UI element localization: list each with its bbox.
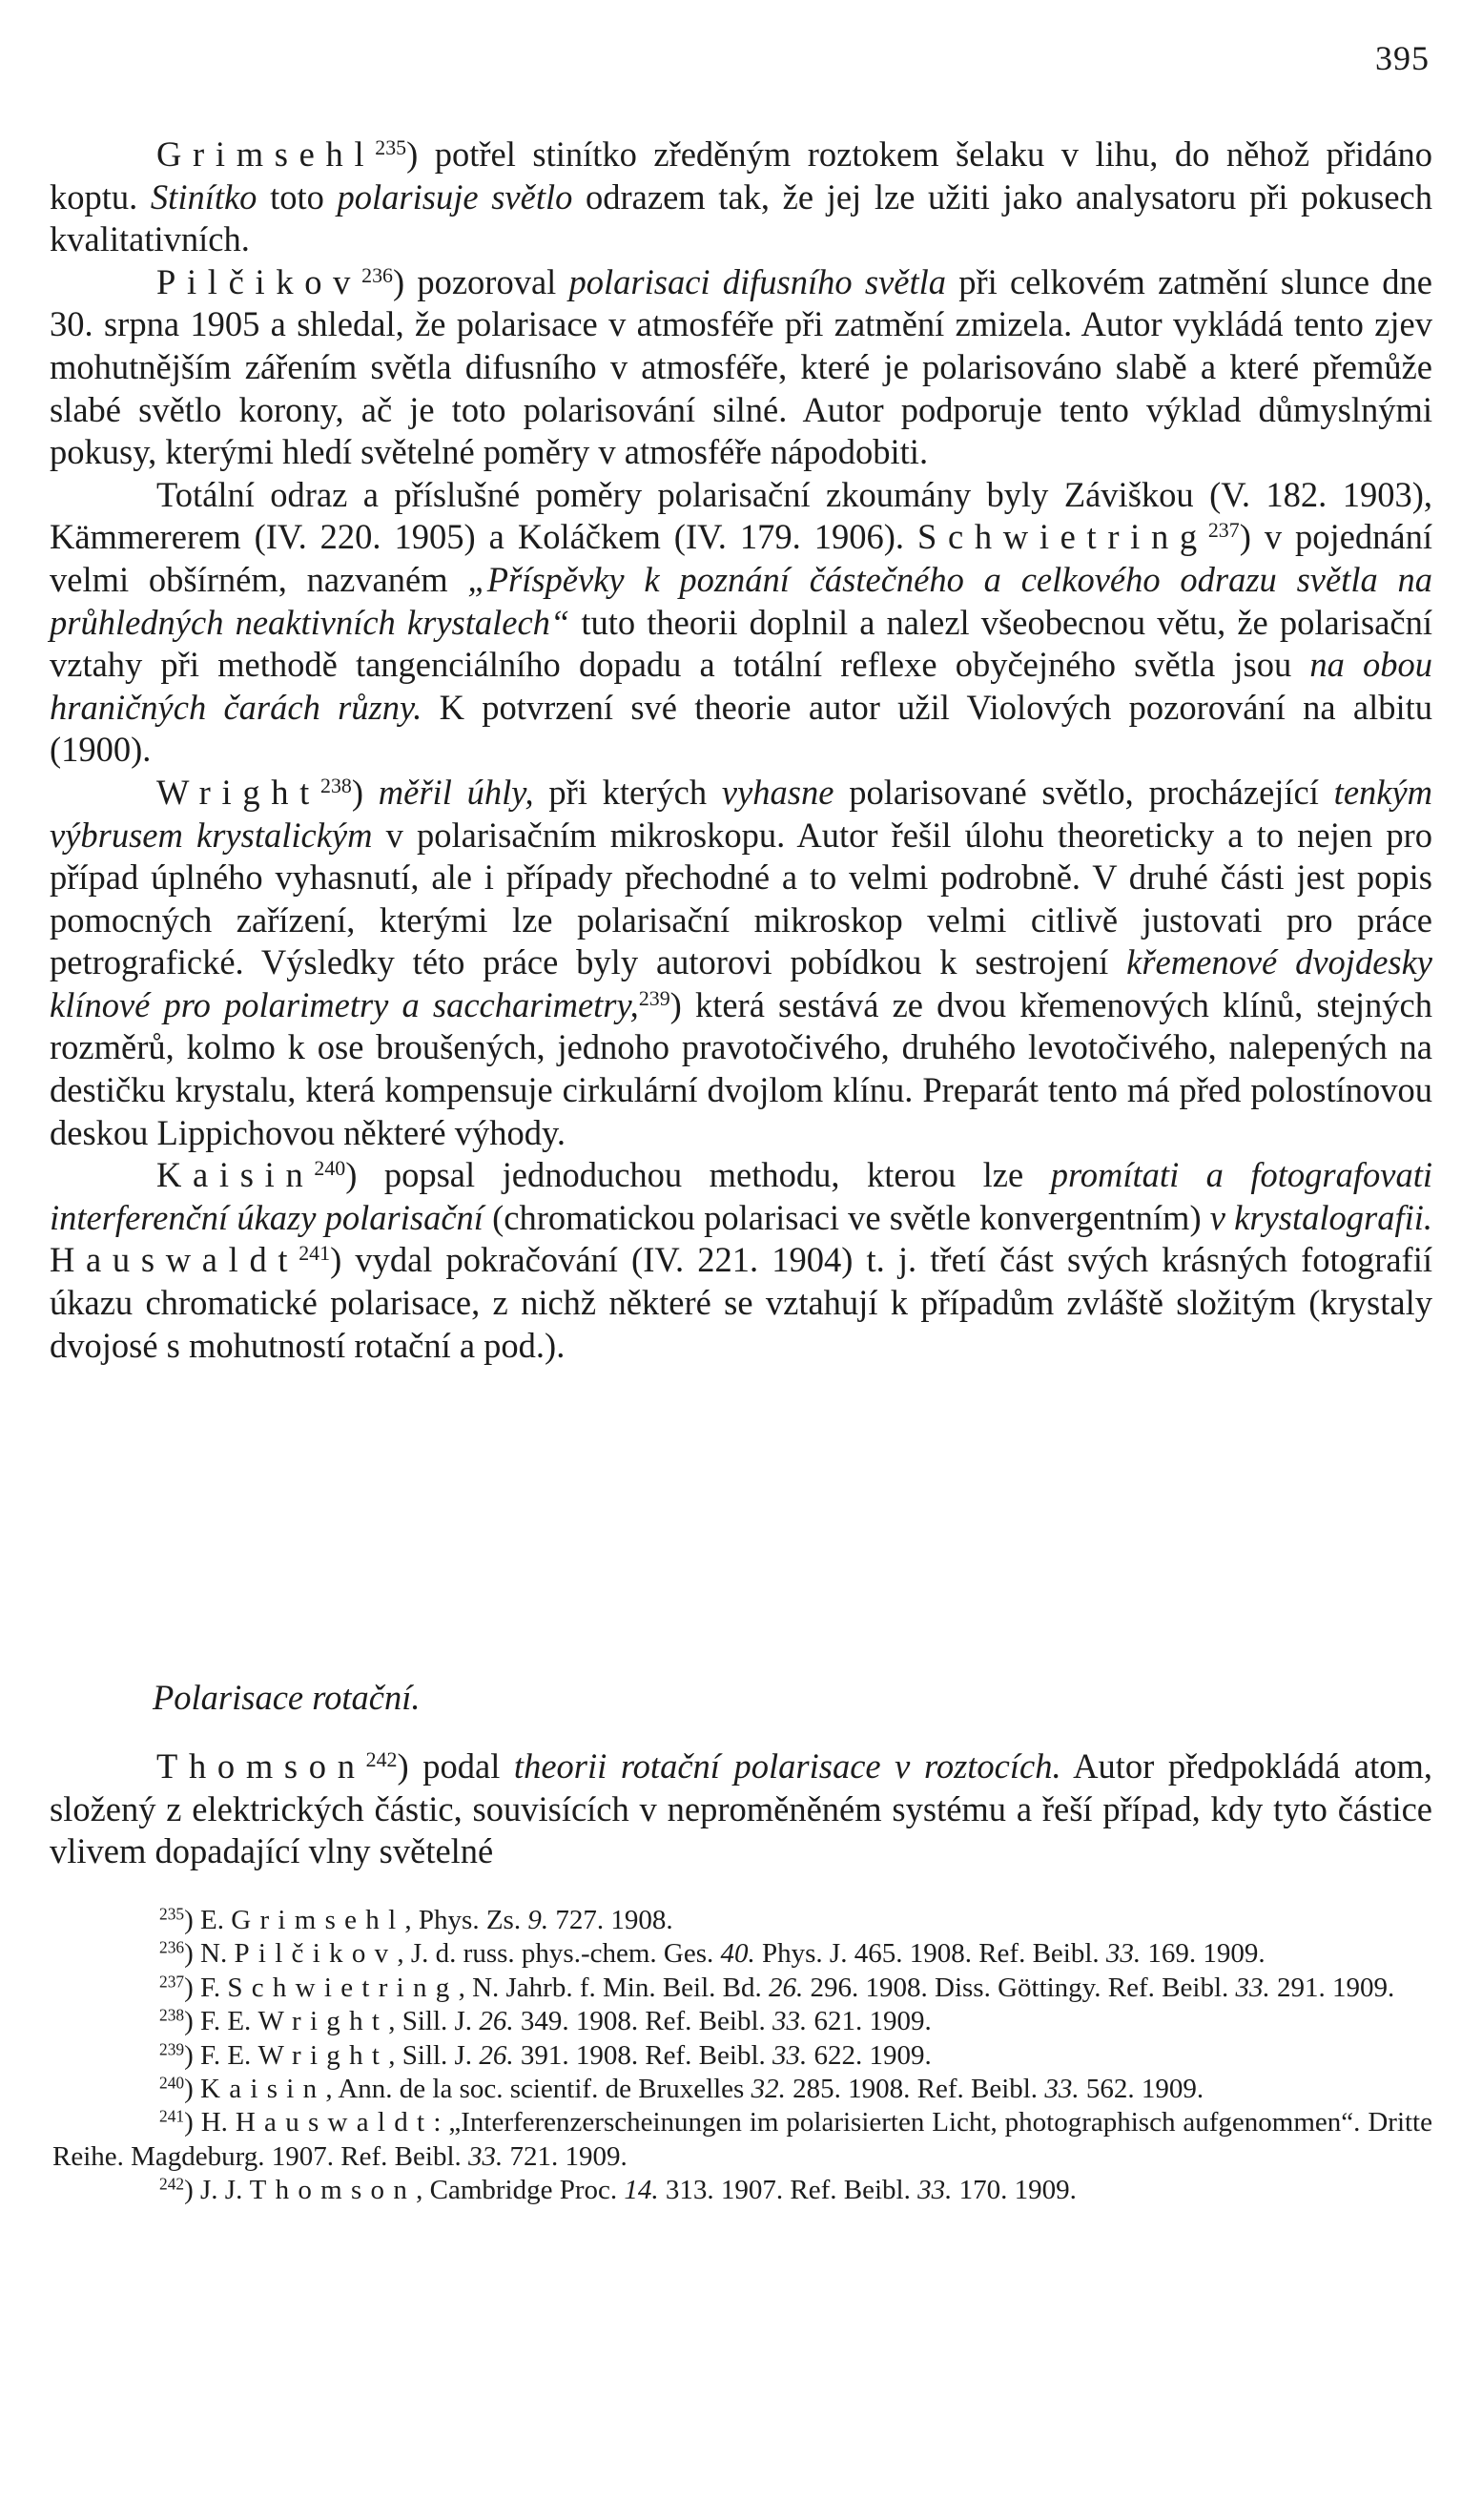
text-run: : „Interferenzerscheinungen im polarisierten Licht, photographisch aufgenommen“. Dritte Reihe. Magdeburg. 1907. Ref. Beibl. [52, 2107, 1432, 2172]
italic-phrase: promítati a fotografovati interferenční úkazy polarisační [50, 1155, 1433, 1237]
spaced-name: Wright [257, 2039, 389, 2071]
italic-phrase: vyhasne [721, 772, 834, 812]
spaced-name: Grimsehl [231, 1905, 405, 1935]
spaced-name: Wright [257, 2006, 389, 2037]
text-run: 296. 1908. Diss. Göttingy. Ref. Beibl. [803, 1972, 1236, 2003]
text-run: odrazem tak, že jej lze užiti jako analysatoru při pokusech kvalitativních. [50, 176, 1432, 259]
text-run: Totální odraz a příslušné poměry polarisační zkoumány byly Záviškou (V. 182. 1903), Kämmererem (IV. 220. 1905) a Koláčkem (IV. 179. 1906). [50, 474, 1432, 557]
text-run: ) popsal jednoduchou methodu, kterou lze [345, 1155, 1051, 1195]
text-run: 622. 1909. [807, 2039, 932, 2071]
text-run: toto [257, 176, 338, 217]
italic-phrase: 26. [769, 1972, 804, 2003]
footnotes [52, 1904, 1432, 2208]
italic-phrase: na obou hraničných čarách různy. [50, 645, 1432, 727]
italic-phrase: 33. [1105, 1938, 1142, 1970]
text-run: tuto theorii doplnil a nalezl všeobecnou větu, že polarisační vztahy při methodě tangenciálního dopadu a totální reflexe obyčejného světla jsou [50, 602, 1432, 685]
text-run: , J. d. russ. phys.-chem. Ges. [397, 1938, 721, 1970]
text-run: 170. 1909. [952, 2175, 1077, 2206]
italic-phrase: měřil úhly, [378, 772, 534, 812]
text-run: , N. Jahrb. f. Min. Beil. Bd. [458, 1972, 769, 2003]
reference-number: 235 [375, 134, 407, 159]
footnote-number: 238 [159, 2005, 185, 2025]
text-run: 285. 1908. Ref. Beibl. [785, 2074, 1045, 2105]
author-name: Grimsehl [156, 134, 376, 174]
footnote: $^{235}$) E. Grimsehl, Phys. Zs. 9. 727. 1908. [159, 1904, 673, 1935]
text-run: 391. 1908. Ref. Beibl. [513, 2039, 773, 2071]
italic-phrase: theorii rotační polarisace v roztocích. [513, 1746, 1061, 1786]
body-text [50, 134, 1432, 1367]
italic-phrase: 33. [1235, 1972, 1270, 2003]
footnote: $^{241}$) H. Hauswaldt: „Interferenzerscheinungen im polarisierten Licht, photographisch aufgenommen“. Dritte Reihe. Magdeburg. 1907. Ref. Beibl. 33. 721. 1909. [52, 2106, 1432, 2172]
italic-phrase: Stinítko [150, 176, 257, 217]
text-run: 727. 1908. [548, 1905, 673, 1935]
footnote-number: 242 [159, 2174, 185, 2194]
text-run: 349. 1908. Ref. Beibl. [513, 2006, 773, 2037]
text-run: ) vydal pokračování (IV. 221. 1904) t. j. třetí část svých krásných fotografií úkazu chromatické polarisace, z nichž některé se vztahují k případům zvláště složitým (krystaly dvojosé s mohutností rotační a pod.). [50, 1240, 1432, 1365]
text-run: J. J. [200, 2175, 250, 2206]
italic-phrase: 9. [527, 1905, 549, 1935]
paragraph [50, 1154, 1432, 1367]
footnote: $^{237}$) F. Schwietring, N. Jahrb. f. Min. Beil. Bd. 26. 296. 1908. Diss. Göttingy. Ref. Beibl. 33. 291. 1909. [159, 1972, 1395, 2003]
text-run: H. [200, 2107, 236, 2138]
reference-number: 240 [314, 1156, 346, 1181]
text-run: F. E. [200, 2006, 258, 2037]
section-body [50, 1745, 1432, 1873]
italic-phrase: 33. [772, 2006, 808, 2037]
reference-number: 239 [638, 985, 670, 1010]
text-run: při kterých [533, 772, 722, 812]
text-run: K potvrzení své theorie autor užil Violových pozorování na albitu (1900). [50, 687, 1432, 770]
author-name: Wright [156, 772, 321, 812]
text-run: F. [200, 1972, 228, 2003]
footnote-number: 235 [159, 1904, 185, 1924]
italic-phrase: 33. [1044, 2074, 1080, 2105]
spaced-name: Hauswaldt [235, 2107, 434, 2138]
paragraph [50, 772, 1432, 1154]
italic-phrase: 40. [720, 1938, 755, 1970]
footnote-number: 237 [159, 1972, 185, 1992]
footnote: $^{236}$) N. Pilčikov, J. d. russ. phys.-chem. Ges. 40. Phys. J. 465. 1908. Ref. Beibl. 33. 169. 1909. [159, 1937, 1266, 1970]
paragraph [50, 261, 1432, 474]
italic-phrase: 33. [917, 2175, 953, 2206]
author-name: Kaisin [156, 1155, 315, 1195]
spaced-name: Schwietring [227, 1972, 459, 2003]
section-title: Polarisace rotační. [153, 1678, 421, 1717]
footnote-number: 236 [159, 1937, 185, 1957]
italic-phrase: 26. [479, 2006, 514, 2037]
text-run: v polarisačním mikroskopu. Autor řešil úlohu theoreticky a to nejen pro případ úplného vyhasnutí, ale i případy přechodné a to velmi podrobně. V druhé části jest popis pomocných zařízení, kterými lze polarisační mikroskop velmi citlivě justovati pro práce petrografické. Výsledky této práce byly autorovi pobídkou k sestrojení [50, 815, 1432, 982]
text-run: ) pozoroval [392, 261, 569, 301]
text-run: F. E. [200, 2039, 258, 2071]
author-name: Thomson [156, 1746, 366, 1786]
page-number: 395 [1375, 39, 1430, 77]
reference-number: 238 [320, 773, 352, 797]
paragraph [50, 474, 1432, 772]
spaced-name: Hauswaldt [50, 1240, 299, 1280]
text-run: , Sill. J. [388, 2039, 480, 2071]
text-run: , Cambridge Proc. [416, 2175, 625, 2206]
italic-phrase: 26. [479, 2039, 514, 2071]
text-run: 291. 1909. [1269, 1972, 1395, 2003]
italic-phrase: tenkým výbrusem krystalickým [50, 772, 1433, 855]
text-run: Phys. J. 465. 1908. Ref. Beibl. [754, 1938, 1106, 1970]
italic-phrase: v krystalografii. [1209, 1197, 1433, 1237]
italic-phrase: 33. [468, 2140, 504, 2172]
italic-phrase: 33. [772, 2039, 808, 2071]
spaced-name: Thomson [249, 2175, 417, 2206]
text-run: 562. 1909. [1079, 2074, 1204, 2105]
text-run: 313. 1907. Ref. Beibl. [658, 2175, 918, 2206]
italic-phrase: 14. [624, 2175, 659, 2206]
text-run: , Phys. Zs. [404, 1905, 528, 1935]
text-run: 169. 1909. [1141, 1938, 1266, 1970]
text-run: 721. 1909. [503, 2140, 628, 2172]
text-run: ) v pojednání velmi obšírném, nazvaném [50, 517, 1432, 599]
italic-phrase: „Příspěvky k poznání částečného a celkového odrazu světla na průhledných neaktivních krystalech“ [50, 559, 1432, 642]
footnote-number: 241 [159, 2106, 185, 2126]
footnote-number: 240 [159, 2073, 185, 2093]
text-run: ) která sestává ze dvou křemenových klínů, stejných rozměrů, kolmo k ose broušených, jednoho pravotočivého, druhého levotočivého, nalepených na destičku krystalu, která kompensuje cirkulární dvojlom klínu. Preparát tento má před polostínovou deskou Lippichovou některé výhody. [50, 984, 1432, 1152]
footnote: $^{238}$) F. E. Wright, Sill. J. 26. 349. 1908. Ref. Beibl. 33. 621. 1909. [159, 2005, 932, 2037]
text-run: E. [200, 1905, 232, 1935]
paragraph [50, 1745, 1432, 1873]
italic-phrase: polarisaci difusního světla [568, 261, 946, 301]
text-run: N. [200, 1938, 235, 1970]
spaced-name: Schwietring [916, 517, 1208, 557]
text-run: , Sill. J. [388, 2006, 480, 2037]
paragraph [50, 134, 1432, 261]
reference-number: 236 [361, 262, 393, 287]
reference-number: 241 [298, 1241, 331, 1266]
footnote-number: 239 [159, 2039, 185, 2059]
reference-number: 237 [1207, 518, 1240, 543]
text-run: při celkovém zatmění slunce dne 30. srpna 1905 a shledal, že polarisace v atmosféře při zatmění zmizela. Autor vykládá tento zjev mohutnějším zářením světla difusního v atmosféře, které je polarisováno slabě a které přemůže slabé světlo korony, ač je toto polarisování silné. Autor podporuje tento výklad důmyslnými pokusy, kterými hledí světelné poměry v atmosféře nápodobiti. [50, 261, 1432, 472]
text-run: (chromatickou polarisaci ve světle konvergentním) [483, 1197, 1210, 1237]
italic-phrase: 32. [751, 2074, 786, 2105]
author-name: Pilčikov [156, 261, 362, 301]
footnote: $^{240}$) Kaisin, Ann. de la soc. scientif. de Bruxelles 32. 285. 1908. Ref. Beibl. 33. 562. 1909. [159, 2073, 1204, 2105]
text-run: Autor předpokládá atom, složený z elektrických částic, souvisících v neproměněném systému a řeší případ, kdy tyto částice vlivem dopadající vlny světelné [50, 1746, 1432, 1871]
italic-phrase: křemenové dvojdesky klínové pro polarimetry a saccharimetry, [50, 942, 1433, 1024]
spaced-name: Pilčikov [234, 1938, 398, 1970]
text-run: , Ann. de la soc. scientif. de Bruxelles [325, 2074, 751, 2105]
text-run: 621. 1909. [807, 2006, 932, 2037]
text-run: ) [351, 772, 379, 812]
reference-number: 242 [365, 1746, 398, 1771]
text-run: polarisované světlo, procházející [834, 772, 1334, 812]
text-run: ) podal [397, 1746, 514, 1786]
spaced-name: Kaisin [200, 2074, 326, 2105]
italic-phrase: polarisuje světlo [337, 176, 573, 217]
text-run: ) potřel stinítko zředěným roztokem šelaku v lihu, do něhož přidáno koptu. [50, 134, 1432, 217]
footnote: $^{242}$) J. J. Thomson, Cambridge Proc. 14. 313. 1907. Ref. Beibl. 33. 170. 1909. [159, 2174, 1077, 2206]
footnote: $^{239}$) F. E. Wright, Sill. J. 26. 391. 1908. Ref. Beibl. 33. 622. 1909. [159, 2039, 932, 2071]
